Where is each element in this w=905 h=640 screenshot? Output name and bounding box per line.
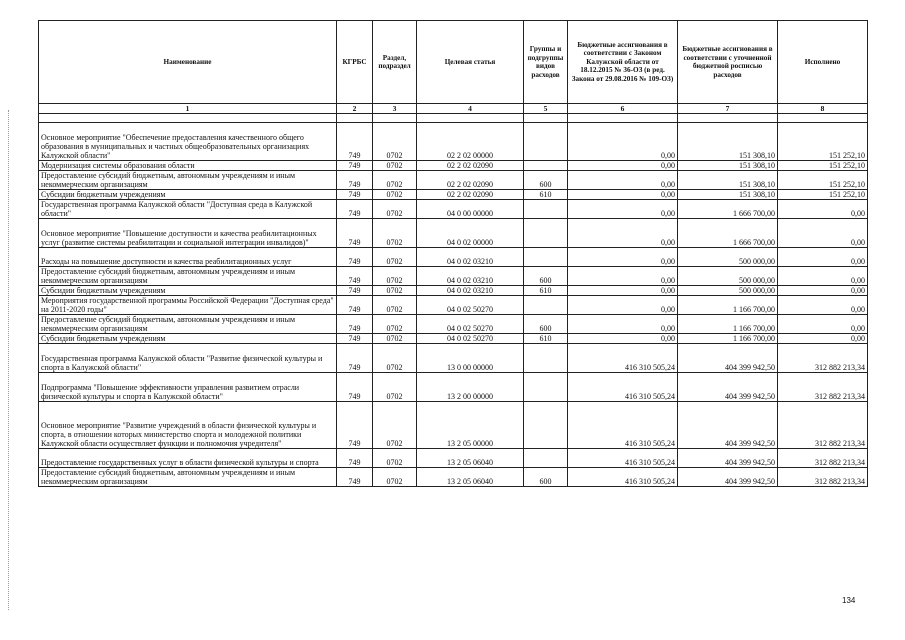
- row-statya: 13 2 05 06040: [417, 468, 524, 487]
- header-ispolneno: Исполнено: [778, 21, 868, 104]
- header-zakon: Бюджетные ассигнования в соответствии с Законом Калужской области от 18.12.2015 № 36-ОЗ (в ред. Закона от 29.08.2016 № 109-ОЗ): [568, 21, 678, 104]
- row-ispolneno: 0,00: [778, 296, 868, 315]
- row-statya: 02 2 02 00000: [417, 123, 524, 161]
- row-razdel: 0702: [373, 123, 417, 161]
- row-kgrbs: 749: [337, 344, 373, 373]
- row-ispolneno: 151 252,10: [778, 190, 868, 200]
- row-statya: 04 0 00 00000: [417, 200, 524, 219]
- table-row: [39, 161, 868, 171]
- row-rospis: 404 399 942,50: [678, 344, 778, 373]
- table-row: [39, 286, 868, 296]
- row-vid: 600: [524, 267, 568, 286]
- row-kgrbs: 749: [337, 123, 373, 161]
- row-zakon: 0,00: [568, 219, 678, 248]
- table-row: [39, 267, 868, 286]
- row-name: Предоставление субсидий бюджетным, автономным учреждениям и иным некоммерческим организациям: [39, 267, 337, 286]
- header-rospis: Бюджетные ассигнования в соответствии с уточненной бюджетной росписью расходов: [678, 21, 778, 104]
- row-zakon: 0,00: [568, 286, 678, 296]
- row-ispolneno: 0,00: [778, 200, 868, 219]
- row-vid: 610: [524, 334, 568, 344]
- row-kgrbs: 749: [337, 296, 373, 315]
- row-razdel: 0702: [373, 190, 417, 200]
- row-vid: [524, 296, 568, 315]
- row-razdel: 0702: [373, 373, 417, 402]
- row-ispolneno: 0,00: [778, 267, 868, 286]
- row-name: Предоставление субсидий бюджетным, автономным учреждениям и иным некоммерческим организациям: [39, 315, 337, 334]
- table-row: [39, 344, 868, 373]
- row-ispolneno: 312 882 213,34: [778, 402, 868, 449]
- row-rospis: 500 000,00: [678, 286, 778, 296]
- table-row: [39, 171, 868, 190]
- row-vid: 600: [524, 315, 568, 334]
- row-ispolneno: 0,00: [778, 248, 868, 267]
- row-ispolneno: 151 252,10: [778, 161, 868, 171]
- row-zakon: 0,00: [568, 123, 678, 161]
- header-statya: Целевая статья: [417, 21, 524, 104]
- column-number: 7: [678, 104, 778, 114]
- row-rospis: 1 666 700,00: [678, 200, 778, 219]
- row-statya: 04 0 02 00000: [417, 219, 524, 248]
- row-zakon: 0,00: [568, 200, 678, 219]
- header-kgrbs: КГРБС: [337, 21, 373, 104]
- row-razdel: 0702: [373, 248, 417, 267]
- row-kgrbs: 749: [337, 267, 373, 286]
- row-ispolneno: 0,00: [778, 219, 868, 248]
- row-rospis: 404 399 942,50: [678, 449, 778, 468]
- table-row: [39, 449, 868, 468]
- row-name: Мероприятия государственной программы Российской Федерации "Доступная среда" на 2011-2020 годы": [39, 296, 337, 315]
- row-statya: 13 2 05 00000: [417, 402, 524, 449]
- row-kgrbs: 749: [337, 286, 373, 296]
- row-razdel: 0702: [373, 334, 417, 344]
- row-ispolneno: 151 252,10: [778, 171, 868, 190]
- row-kgrbs: 749: [337, 200, 373, 219]
- row-kgrbs: 749: [337, 219, 373, 248]
- row-vid: [524, 123, 568, 161]
- row-vid: [524, 344, 568, 373]
- row-statya: 04 0 02 50270: [417, 315, 524, 334]
- row-razdel: 0702: [373, 315, 417, 334]
- row-kgrbs: 749: [337, 468, 373, 487]
- table-row: [39, 219, 868, 248]
- row-rospis: 500 000,00: [678, 267, 778, 286]
- row-vid: 610: [524, 190, 568, 200]
- table-row: [39, 334, 868, 344]
- table-row: [39, 248, 868, 267]
- row-statya: 04 0 02 50270: [417, 296, 524, 315]
- row-ispolneno: 312 882 213,34: [778, 373, 868, 402]
- row-statya: 04 0 02 03210: [417, 248, 524, 267]
- row-ispolneno: 0,00: [778, 286, 868, 296]
- row-zakon: 0,00: [568, 267, 678, 286]
- row-kgrbs: 749: [337, 171, 373, 190]
- row-kgrbs: 749: [337, 248, 373, 267]
- row-statya: 02 2 02 02090: [417, 171, 524, 190]
- row-zakon: 0,00: [568, 248, 678, 267]
- row-vid: [524, 402, 568, 449]
- column-number: 4: [417, 104, 524, 114]
- row-vid: [524, 449, 568, 468]
- header-razdel: Раздел, подраздел: [373, 21, 417, 104]
- row-statya: 04 0 02 50270: [417, 334, 524, 344]
- margin-scan-marks: [8, 110, 13, 610]
- row-vid: [524, 373, 568, 402]
- row-razdel: 0702: [373, 161, 417, 171]
- row-statya: 02 2 02 02090: [417, 190, 524, 200]
- row-kgrbs: 749: [337, 373, 373, 402]
- spacer-row: [39, 114, 868, 123]
- row-ispolneno: 0,00: [778, 315, 868, 334]
- row-vid: 600: [524, 171, 568, 190]
- row-razdel: 0702: [373, 402, 417, 449]
- row-name: Расходы на повышение доступности и качества реабилитационных услуг: [39, 248, 337, 267]
- row-statya: 13 2 00 00000: [417, 373, 524, 402]
- row-razdel: 0702: [373, 449, 417, 468]
- row-name: Государственная программа Калужской области "Развитие физической культуры и спорта в Калужской области": [39, 344, 337, 373]
- row-name: Предоставление субсидий бюджетным, автономным учреждениям и иным некоммерческим организациям: [39, 468, 337, 487]
- row-statya: 13 0 00 00000: [417, 344, 524, 373]
- page-number: 134: [842, 596, 856, 605]
- row-rospis: 404 399 942,50: [678, 373, 778, 402]
- row-kgrbs: 749: [337, 161, 373, 171]
- row-rospis: 151 308,10: [678, 161, 778, 171]
- column-number: 3: [373, 104, 417, 114]
- table-row: [39, 315, 868, 334]
- row-ispolneno: 151 252,10: [778, 123, 868, 161]
- column-number: 8: [778, 104, 868, 114]
- column-number: 2: [337, 104, 373, 114]
- row-statya: 04 0 02 03210: [417, 267, 524, 286]
- column-number: 5: [524, 104, 568, 114]
- row-statya: 04 0 02 03210: [417, 286, 524, 296]
- row-name: Основное мероприятие "Развитие учреждений в области физической культуры и спорта, в отношении которых министерство спорта и молодежной политики Калужской области осуществляет функции и полномочия учредителя": [39, 402, 337, 449]
- row-zakon: 0,00: [568, 161, 678, 171]
- row-rospis: 151 308,10: [678, 190, 778, 200]
- column-number: 6: [568, 104, 678, 114]
- row-razdel: 0702: [373, 344, 417, 373]
- row-name: Основное мероприятие "Обеспечение предоставления качественного общего образования в муниципальных и частных общеобразовательных организациях Калужской области": [39, 123, 337, 161]
- row-kgrbs: 749: [337, 315, 373, 334]
- row-zakon: 0,00: [568, 190, 678, 200]
- row-name: Субсидии бюджетным учреждениям: [39, 334, 337, 344]
- row-name: Основное мероприятие "Повышение доступности и качества реабилитационных услуг (развитие системы реабилитации и социальной интеграции инвалидов)": [39, 219, 337, 248]
- row-name: Подпрограмма "Повышение эффективности управления развитием отрасли физической культуры и спорта в Калужской области": [39, 373, 337, 402]
- row-rospis: 500 000,00: [678, 248, 778, 267]
- row-vid: 610: [524, 286, 568, 296]
- table-row: [39, 468, 868, 487]
- row-razdel: 0702: [373, 296, 417, 315]
- row-kgrbs: 749: [337, 190, 373, 200]
- table-row: [39, 123, 868, 161]
- row-kgrbs: 749: [337, 449, 373, 468]
- row-vid: [524, 200, 568, 219]
- row-zakon: 416 310 505,24: [568, 344, 678, 373]
- row-zakon: 0,00: [568, 334, 678, 344]
- row-ispolneno: 312 882 213,34: [778, 468, 868, 487]
- row-razdel: 0702: [373, 286, 417, 296]
- row-name: Субсидии бюджетным учреждениям: [39, 190, 337, 200]
- table-row: [39, 373, 868, 402]
- row-razdel: 0702: [373, 171, 417, 190]
- row-rospis: 404 399 942,50: [678, 402, 778, 449]
- row-vid: [524, 161, 568, 171]
- row-zakon: 416 310 505,24: [568, 373, 678, 402]
- row-ispolneno: 312 882 213,34: [778, 449, 868, 468]
- row-razdel: 0702: [373, 468, 417, 487]
- row-rospis: 1 166 700,00: [678, 296, 778, 315]
- column-number: 1: [39, 104, 337, 114]
- row-rospis: 1 166 700,00: [678, 315, 778, 334]
- header-row: [39, 21, 868, 104]
- row-rospis: 151 308,10: [678, 171, 778, 190]
- row-zakon: 416 310 505,24: [568, 468, 678, 487]
- table-row: [39, 402, 868, 449]
- row-name: Государственная программа Калужской области "Доступная среда в Калужской области": [39, 200, 337, 219]
- row-zakon: 0,00: [568, 296, 678, 315]
- row-rospis: 1 166 700,00: [678, 334, 778, 344]
- row-name: Предоставление субсидий бюджетным, автономным учреждениям и иным некоммерческим организациям: [39, 171, 337, 190]
- row-vid: [524, 219, 568, 248]
- row-razdel: 0702: [373, 267, 417, 286]
- row-statya: 02 2 02 02090: [417, 161, 524, 171]
- header-name: Наименование: [39, 21, 337, 104]
- row-kgrbs: 749: [337, 334, 373, 344]
- row-name: Модернизация системы образования области: [39, 161, 337, 171]
- row-zakon: 0,00: [568, 315, 678, 334]
- table-row: [39, 190, 868, 200]
- row-statya: 13 2 05 06040: [417, 449, 524, 468]
- row-rospis: 151 308,10: [678, 123, 778, 161]
- row-zakon: 0,00: [568, 171, 678, 190]
- row-zakon: 416 310 505,24: [568, 449, 678, 468]
- row-rospis: 1 666 700,00: [678, 219, 778, 248]
- row-vid: [524, 248, 568, 267]
- column-number-row: [39, 104, 868, 114]
- row-razdel: 0702: [373, 200, 417, 219]
- row-name: Предоставление государственных услуг в области физической культуры и спорта: [39, 449, 337, 468]
- table-row: [39, 296, 868, 315]
- row-rospis: 404 399 942,50: [678, 468, 778, 487]
- row-vid: 600: [524, 468, 568, 487]
- row-razdel: 0702: [373, 219, 417, 248]
- row-zakon: 416 310 505,24: [568, 402, 678, 449]
- row-ispolneno: 0,00: [778, 334, 868, 344]
- row-ispolneno: 312 882 213,34: [778, 344, 868, 373]
- table-row: [39, 200, 868, 219]
- row-name: Субсидии бюджетным учреждениям: [39, 286, 337, 296]
- header-vid: Группы и подгруппы видов расходов: [524, 21, 568, 104]
- row-kgrbs: 749: [337, 402, 373, 449]
- budget-table: [38, 20, 868, 487]
